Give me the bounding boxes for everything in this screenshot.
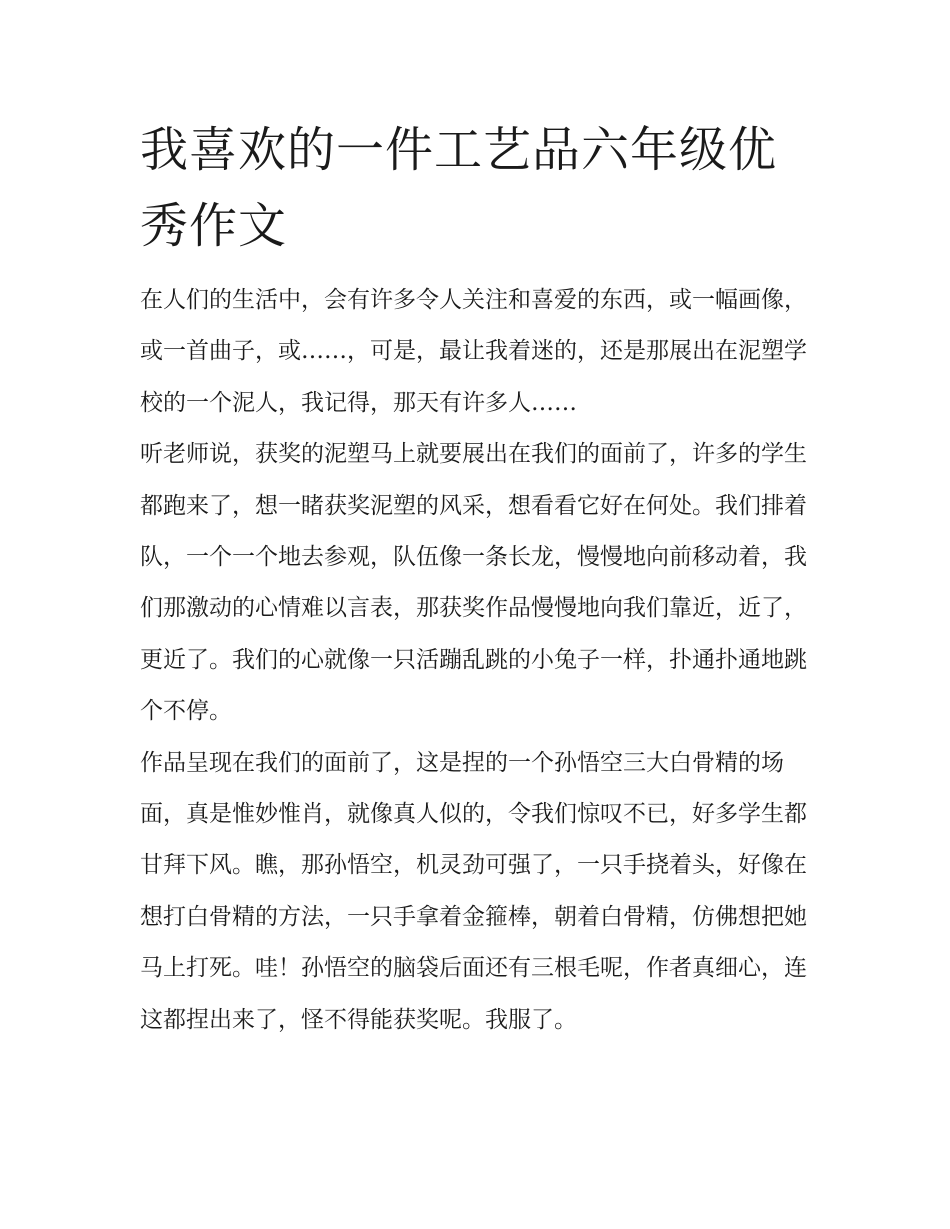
page-title: 我喜欢的一件工艺品六年级优秀作文 (140, 122, 778, 254)
paragraph-intro: 在人们的生活中，会有许多令人关注和喜爱的东西，或一幅画像，或一首曲子，或……，可是，最让我着迷的，还是那展出在泥塑学校的一个泥人，我记得，那天有许多人…… (140, 287, 807, 416)
paragraph-artwork: 作品呈现在我们的面前了，这是捏的一个孙悟空三大白骨精的场面，真是惟妙惟肖，就像真人似的，令我们惊叹不已，好多学生都甘拜下风。瞧，那孙悟空，机灵劲可强了，一只手挠着头，好像在想打白骨精的方法，一只手拿着金箍棒，朝着白骨精，仿佛想把她马上打死。哇！孙悟空的脑袋后面还有三根毛呢，作者真细心，连这都捏出来了，怪不得能获奖呢。我服了。 (140, 749, 807, 1033)
essay-body (140, 275, 815, 1046)
paragraph-exhibition: 听老师说，获奖的泥塑马上就要展出在我们的面前了，许多的学生都跑来了，想一睹获奖泥塑的风采，想看看它好在何处。我们排着队，一个一个地去参观，队伍像一条长龙，慢慢地向前移动着，我们那激动的心情难以言表，那获奖作品慢慢地向我们靠近，近了，更近了。我们的心就像一只活蹦乱跳的小兔子一样，扑通扑通地跳个不停。 (140, 441, 807, 725)
